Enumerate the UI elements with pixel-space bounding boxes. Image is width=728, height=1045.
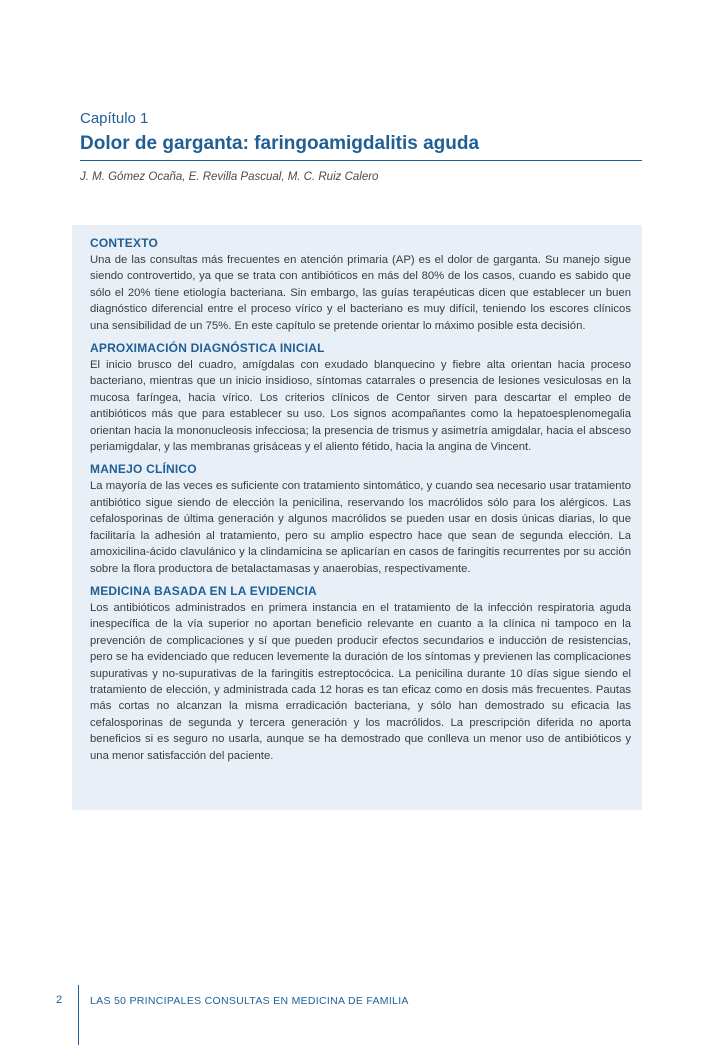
running-footer-title: LAS 50 PRINCIPALES CONSULTAS EN MEDICINA DE FAMILIA	[90, 995, 409, 1007]
section-title: MANEJO CLÍNICO	[90, 462, 197, 477]
section-body: Los antibióticos administrados en primera instancia en el tratamiento de la infección respiratoria aguda inespecífica de la vía superior no aportan beneficio relevante en cuanto a la clínica ni tampoco en la prevención de complicaciones y sí que pueden producir efectos secundarios e inducción de resistencias, pero se ha evidenciado que reducen levemente la duración de los síntomas y previenen las complicaciones supurativas y no-supurativas de la faringitis estreptocócica. La penicilina durante 10 días sigue siendo el tratamiento de elección, y administrada cada 12 horas es tan eficaz como en dosis más frecuentes. Pautas más cortas no alcanzan la misma erradicación bacteriana, y sólo han demostrado su eficacia las cefalosporinas de segunda y tercera generación y los macrólidos. La prescripción diferida no aporta beneficios si es seguro no usarla, aunque se ha demostrado que conlleva un menor uso de antibióticos y una menor satisfacción del paciente.	[90, 601, 631, 762]
section-contexto	[90, 236, 631, 334]
section-manejo-clinico	[90, 462, 631, 576]
chapter-summary-box	[72, 225, 642, 810]
section-medicina-basada-evidencia	[90, 584, 631, 764]
section-body: El inicio brusco del cuadro, amígdalas con exudado blanquecino y fiebre alta orientan hacia proceso bacteriano, mientras que un inicio insidioso, síntomas catarrales o presencia de lesiones vesiculosas en la mucosa faríngea, hacia vírico. Los criterios clínicos de Centor sirven para descartar el empleo de antibióticos más que para establecer su uso. Los signos acompañantes como la hepatoesplenomegalia orientan hacia la mononucleosis infecciosa; la presencia de trismus y asimetría amigdalar, hacia el absceso periamigdalar, y las membranas grisáceas y el aliento fétido, hacia la angina de Vincent.	[90, 359, 631, 454]
page-number: 2	[56, 994, 63, 1006]
section-title: MEDICINA BASADA EN LA EVIDENCIA	[90, 583, 317, 598]
section-title: CONTEXTO	[90, 236, 159, 250]
chapter-title: Dolor de garganta: faringoamigdalitis aguda	[80, 133, 642, 161]
chapter-header	[80, 110, 642, 183]
section-aproximacion-diagnostica	[90, 341, 631, 455]
section-body: La mayoría de las veces es suficiente con tratamiento sintomático, y cuando sea necesario usar tratamiento antibiótico sigue siendo de elección la penicilina, reservando los macrólidos sólo para los alérgicos. Las cefalosporinas de última generación y algunos macrólidos se pueden usar en dosis únicas diarias, lo que facilitaría la adhesión al tratamiento, pero su amplio espectro hace que sean de segunda elección. La amoxicilina-ácido clavulánico y la clindamicina se aplicarían en casos de faringitis recurrentes por su acción sobre la flora productora de betalactamasas y anaerobias, respectivamente.	[90, 480, 631, 575]
footer-divider	[78, 985, 79, 1045]
section-body: Una de las consultas más frecuentes en atención primaria (AP) es el dolor de garganta. Su manejo sigue siendo controvertido, ya que se trata con antibióticos en más del 80% de los casos, cuando es sabido que sólo el 20% tiene etiología bacteriana. Sin embargo, las guías terapéuticas dicen que establecer un buen diagnóstico diferencial entre el proceso vírico y el bacteriano es muy difícil, teniendo los escores clínicos una sensibilidad de un 75%. En este capítulo se pretende orientar lo máximo posible esta decisión.	[90, 254, 631, 332]
chapter-authors: J. M. Gómez Ocaña, E. Revilla Pascual, M. C. Ruiz Calero	[80, 171, 379, 183]
chapter-label: Capítulo 1	[80, 110, 149, 127]
section-title: APROXIMACIÓN DIAGNÓSTICA INICIAL	[90, 341, 325, 356]
